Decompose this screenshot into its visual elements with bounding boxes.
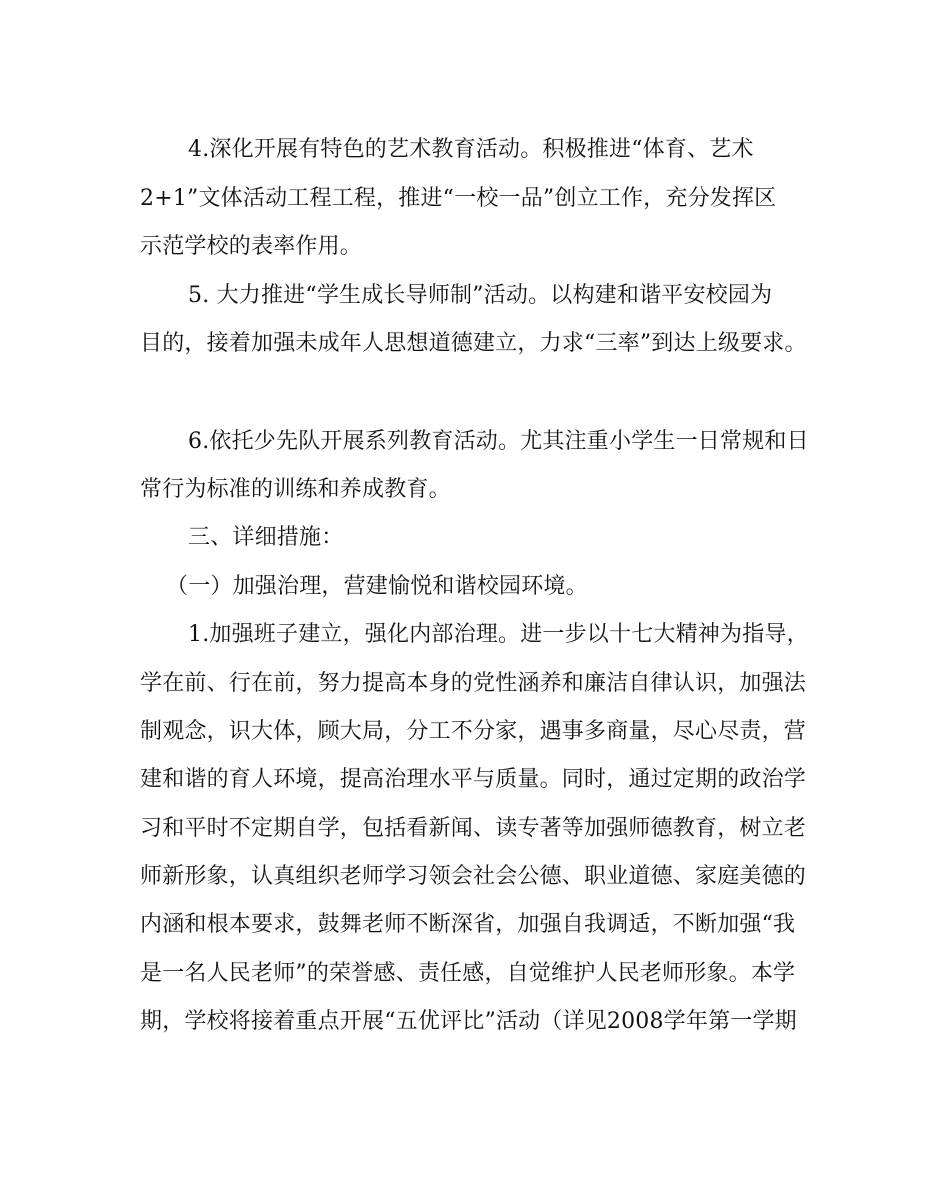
- text-line: 是一名人民老师”的荣誉感、责任感，自觉维护人民老师形象。本学: [140, 961, 796, 986]
- text-line: 示范学校的表率作用。: [140, 234, 363, 259]
- text-line: 常行为标准的训练和养成教育。: [140, 477, 451, 502]
- text-line: 建和谐的育人环境，提高治理水平与质量。同时，通过定期的政治学: [140, 767, 807, 792]
- text-line: 习和平时不定期自学，包括看新闻、读专著等加强师德教育，树立老: [140, 816, 807, 841]
- text-line: 5. 大力推进“学生成长导师制”活动。以构建和谐平安校园为: [188, 283, 773, 308]
- text-line: 学在前、行在前，努力提高本身的党性涵养和廉洁自律认识，加强法: [140, 671, 807, 696]
- text-line: 期，学校将接着重点开展“五优评比”活动（详见2008学年第一学期: [140, 1009, 797, 1034]
- text-line: 制观念，识大体，顾大局，分工不分家，遇事多商量，尽心尽责，营: [140, 719, 807, 744]
- text-line: 1.加强班子建立，强化内部治理。进一步以十七大精神为指导，: [188, 622, 809, 647]
- text-line: 内涵和根本要求，鼓舞老师不断深省，加强自我调适，不断加强“我: [140, 912, 796, 937]
- text-line: 4.深化开展有特色的艺术教育活动。积极推进“体育、艺术: [188, 137, 754, 162]
- section-heading: 三、详细措施：: [188, 525, 344, 550]
- text-line: 目的，接着加强未成年人思想道德建立，力求“三率”到达上级要求。: [140, 331, 807, 356]
- text-line: 6.依托少先队开展系列教育活动。尤其注重小学生一日常规和日: [188, 429, 809, 454]
- text-line: 2+1”文体活动工程工程，推进“一校一品”创立工作，充分发挥区: [140, 186, 777, 211]
- text-line: 师新形象，认真组织老师学习领会社会公德、职业道德、家庭美德的: [140, 864, 807, 889]
- subsection-heading: （一）加强治理，营建愉悦和谐校园环境。: [166, 574, 588, 599]
